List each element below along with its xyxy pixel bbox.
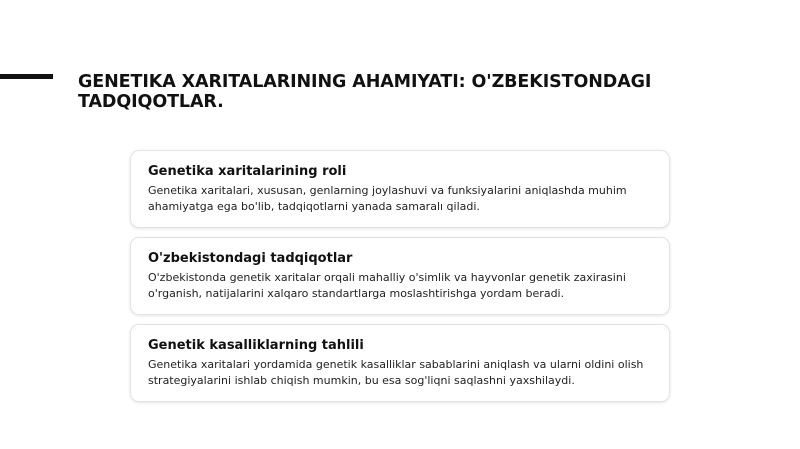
card-title: Genetik kasalliklarning tahlili (148, 338, 364, 353)
card-title: O'zbekistondagi tadqiqotlar (148, 251, 353, 266)
card-text: Genetika xaritalari yordamida genetik kasalliklar sabablarini aniqlash va ularni oldini olish strategiyalarini ishlab chiqish mumkin, bu esa sog'liqni saqlashni yaxshilaydi. (148, 358, 644, 387)
card-uzbekistan-research (130, 237, 670, 315)
card-genetic-disease-analysis (130, 324, 670, 402)
card-text: Genetika xaritalari, xususan, genlarning joylashuvi va funksiyalarini aniqlashda muhim ahamiyatga ega bo'lib, tadqiqotlarni yanada samaralı qiladi. (148, 184, 627, 213)
page-title: GENETIKA XARITALARINING AHAMIYATI: O'ZBEKISTONDAGI TADQIQOTLAR. (78, 72, 652, 112)
card-list (130, 150, 670, 411)
card-text: O'zbekistonda genetik xaritalar orqali mahalliy o'simlik va hayvonlar genetik zaxirasini o'rganish, natijalarini xalqaro standartlarga moslashtirishga yordam beradi. (148, 271, 626, 300)
card-title: Genetika xaritalarining roli (148, 164, 347, 179)
title-accent-bar (0, 74, 53, 79)
card-genetic-maps-role (130, 150, 670, 228)
